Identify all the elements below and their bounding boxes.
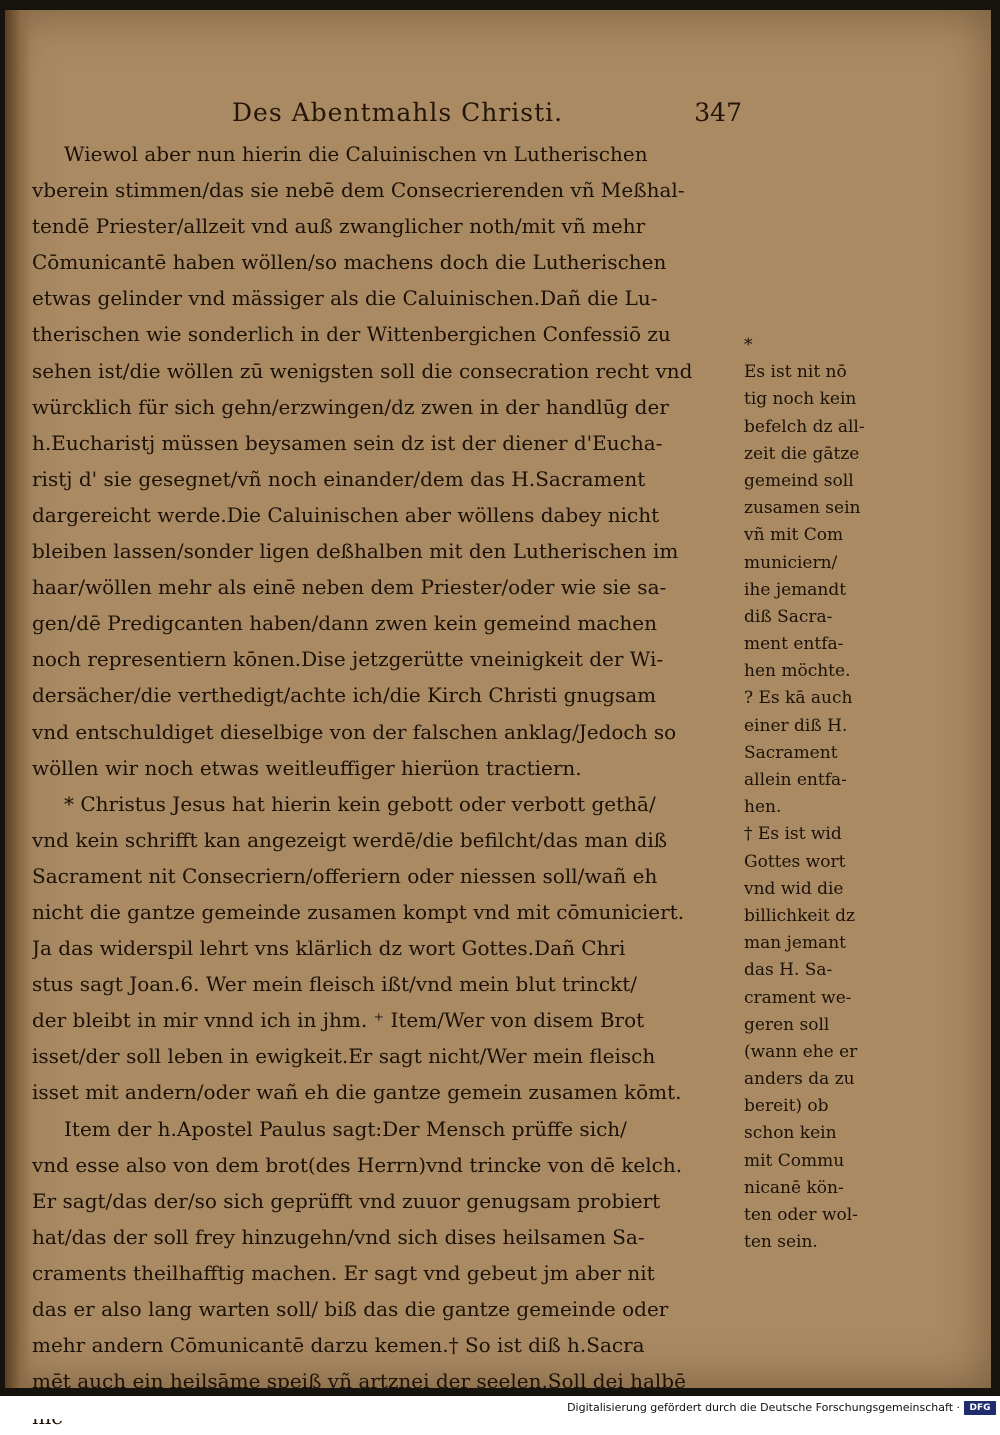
text-line: das er also lang warten soll/ biß das die gantze gemeinde oder xyxy=(32,1297,669,1321)
marginal-note-line: ihe jemandt xyxy=(744,579,847,600)
marginal-note-line: einer diß H. xyxy=(744,715,848,736)
text-line: Cōmunicantē haben wöllen/so machens doch die Lutherischen xyxy=(32,250,667,275)
marginal-note-line: Es ist nit nō xyxy=(744,362,847,383)
text-line: Wiewol aber nun hierin die Caluinischen vn Lutherischen xyxy=(64,142,648,166)
main-text-column xyxy=(32,136,738,1435)
text-line: nicht die gantze gemeinde zusamen kompt vnd mit cōmuniciert. xyxy=(32,899,685,924)
digitization-footer xyxy=(0,1398,1000,1419)
text-line: hat/das der soll frey hinzugehn/vnd sich dises heilsamen Sa- xyxy=(32,1224,645,1249)
text-line: h.Eucharistj müssen beysamen sein dz ist der diener d'Eucha- xyxy=(32,430,663,455)
marginal-note-line: vñ mit Com xyxy=(744,525,844,546)
page-number: 347 xyxy=(694,98,742,127)
marginal-note-line: anders da zu xyxy=(744,1069,855,1090)
text-line: bleiben lassen/sonder ligen deßhalben mit den Lutherischen im xyxy=(32,539,679,564)
marginal-note-line: zeit die gātze xyxy=(744,443,860,464)
text-line: vberein stimmen/das sie nebē dem Consecrierenden vñ Meßhal- xyxy=(32,178,685,203)
text-line: etwas gelinder vnd mässiger als die Caluinischen.Dañ die Lu- xyxy=(32,286,658,311)
text-line: Er sagt/das der/so sich geprüfft vnd zuuor genugsam probiert xyxy=(32,1188,661,1213)
text-line: vnd esse also von dem brot(des Herrn)vnd trincke von dē kelch. xyxy=(32,1152,683,1177)
text-line: vnd entschuldiget dieselbige von der falschen anklag/Jedoch so xyxy=(32,719,677,744)
marginal-note-line: hen. xyxy=(744,797,782,818)
marginal-note-line: ? Es kā auch xyxy=(744,688,853,709)
marginal-note-line: diß Sacra- xyxy=(744,606,833,627)
marginal-note-line: befelch dz all- xyxy=(744,416,865,437)
text-line: Item der h.Apostel Paulus sagt:Der Mensch prüffe sich/ xyxy=(64,1116,627,1141)
text-line: sehen ist/die wöllen zū wenigsten soll die consecration recht vnd xyxy=(32,358,693,383)
marginal-note-line: geren soll xyxy=(744,1014,830,1035)
marginal-note-line: * xyxy=(744,335,753,355)
marginal-note-line: das H. Sa- xyxy=(744,960,833,981)
text-line: noch representiern kōnen.Dise jetzgerütte vneinigkeit der Wi- xyxy=(32,647,664,672)
text-line: der bleibt in mir vnnd ich in jhm. ⁺ Item/Wer von disem Brot xyxy=(32,1008,645,1033)
text-line: mēt auch ein heilsāme speiß vñ artznei der seelen.Soll dei halbē xyxy=(32,1369,686,1394)
text-line: craments theilhafftig machen. Er sagt vnd gebeut jm aber nit xyxy=(32,1260,655,1285)
text-line: ristj d' sie gesegnet/vñ noch einander/dem das H.Sacrament xyxy=(32,466,646,491)
text-line: vnd kein schrifft kan angezeigt werdē/die befilcht/das man diß xyxy=(32,827,668,852)
text-line: haar/wöllen mehr als einē neben dem Priester/oder wie sie sa- xyxy=(32,575,667,600)
marginal-note-line: Gottes wort xyxy=(744,851,846,872)
marginal-note-line: tig noch kein xyxy=(744,389,857,410)
marginal-note-line: hen möchte. xyxy=(744,661,851,682)
marginal-note-line: vnd wid die xyxy=(744,878,844,899)
text-line: mehr andern Cōmunicantē darzu kemen.† So ist diß h.Sacra xyxy=(32,1333,645,1358)
text-line: dersächer/die verthedigt/achte ich/die Kirch Christi gnugsam xyxy=(32,683,657,708)
marginal-note-line: ten sein. xyxy=(744,1232,818,1253)
marginal-note-line: mit Commu xyxy=(744,1150,845,1171)
funding-credit: Digitalisierung gefördert durch die Deutsche Forschungsgemeinschaft · xyxy=(567,1401,960,1414)
marginal-note-line: municiern/ xyxy=(744,552,838,573)
marginal-note-line: ten oder wol- xyxy=(744,1205,858,1225)
marginal-note-line: zusamen sein xyxy=(744,498,861,519)
marginal-note-line: schon kein xyxy=(744,1123,837,1144)
text-line: würcklich für sich gehn/erzwingen/dz zwen in der handlūg der xyxy=(32,394,669,419)
text-line: * Christus Jesus hat hierin kein gebott oder verbott gethā/ xyxy=(64,791,656,816)
running-title: Des Abentmahls Christi. xyxy=(232,98,564,127)
text-line: Ja das widerspil lehrt vns klärlich dz wort Gottes.Dañ Chri xyxy=(32,936,626,961)
text-line: wöllen wir noch etwas weitleuffiger hierüon tractiern. xyxy=(32,755,582,780)
marginal-note-line: billichkeit dz xyxy=(744,905,855,926)
text-line: Sacrament nit Consecriern/offeriern oder niessen soll/wañ eh xyxy=(32,863,658,888)
text-line: stus sagt Joan.6. Wer mein fleisch ißt/vnd mein blut trinckt/ xyxy=(32,972,637,997)
marginal-note-line: bereit) ob xyxy=(744,1096,829,1117)
marginal-note-line: ment entfa- xyxy=(744,634,844,655)
marginal-note-line: gemeind soll xyxy=(744,470,854,491)
marginal-note-line: nicanē kön- xyxy=(744,1177,844,1198)
dfg-logo: DFG xyxy=(964,1401,996,1415)
text-line: tendē Priester/allzeit vnd auß zwanglicher noth/mit vñ mehr xyxy=(32,214,646,239)
marginal-note-line: (wann ehe er xyxy=(744,1041,858,1062)
text-line: therischen wie sonderlich in der Wittenbergichen Confessiō zu xyxy=(32,322,671,347)
text-line: isset/der soll leben in ewigkeit.Er sagt nicht/Wer mein fleisch xyxy=(32,1044,656,1069)
marginal-note-line: man jemant xyxy=(744,933,846,954)
page-binding-edge xyxy=(5,10,31,1388)
text-line: isset mit andern/oder wañ eh die gantze gemein zusamen kōmt. xyxy=(32,1080,682,1105)
text-line: dargereicht werde.Die Caluinischen aber wöllens dabey nicht xyxy=(32,502,660,527)
marginal-note-line: † Es ist wid xyxy=(744,824,842,845)
marginal-notes-column xyxy=(744,332,880,1256)
page-header xyxy=(62,94,742,134)
marginal-note-line: allein entfa- xyxy=(744,770,847,790)
marginal-note-line: Sacrament xyxy=(744,742,838,763)
text-line: gen/dē Predigcanten haben/dann zwen kein gemeind machen xyxy=(32,611,658,636)
marginal-note-line: crament we- xyxy=(744,987,852,1008)
